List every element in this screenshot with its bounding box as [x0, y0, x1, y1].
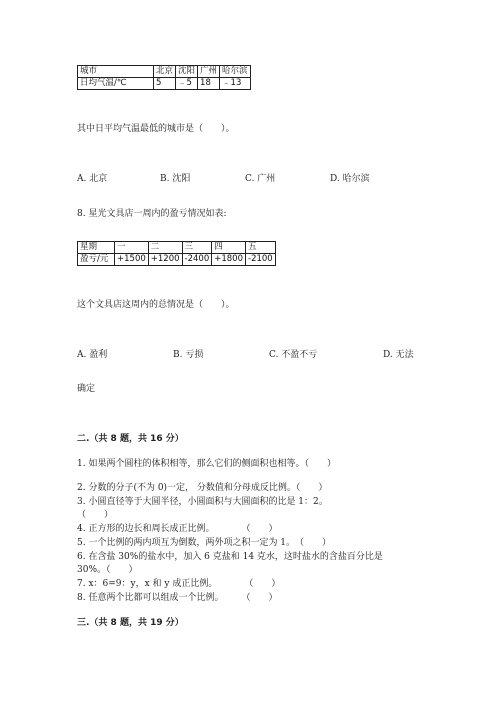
- table-row: [78, 242, 276, 254]
- table-cell: +1200: [148, 254, 182, 266]
- table-cell: 5: [154, 78, 176, 90]
- table-cell: 五: [246, 242, 276, 254]
- table-cell: 城市: [78, 66, 154, 78]
- table-cell: ﹣5: [176, 78, 198, 90]
- q7-option-d[interactable]: D. 哈尔滨: [330, 174, 370, 184]
- table-cell: 一: [115, 242, 149, 254]
- q7-option-c[interactable]: C. 广州: [245, 174, 276, 184]
- table-cell: 盈亏/元: [78, 254, 115, 266]
- q8-option-c[interactable]: C. 不盈不亏: [269, 350, 318, 360]
- table-cell: 二: [148, 242, 182, 254]
- true-false-item: 8. 任意两个比都可以组成一个比例。 （ ）: [77, 593, 278, 603]
- table-row: [78, 78, 251, 90]
- true-false-item: 4. 正方形的边长和周长成正比例。 （ ）: [77, 524, 278, 534]
- q8-option-b[interactable]: B. 亏损: [173, 350, 204, 360]
- question-8-stem: 8. 星光文具店一周内的盈亏情况如表:: [77, 209, 227, 219]
- q8-option-d-continuation: 确定: [77, 384, 96, 394]
- q8-option-a[interactable]: A. 盈利: [77, 350, 108, 360]
- true-false-item: 5. 一个比例的两内项互为倒数，两外项之积一定为 1。 （ ）: [77, 538, 332, 548]
- temperature-table: [77, 65, 251, 90]
- table-cell: -2400: [182, 254, 212, 266]
- table-cell: 四: [212, 242, 246, 254]
- true-false-item: 7. x：6=9：y，x 和 y 成正比例。 （ ）: [77, 579, 281, 589]
- table-cell: -2100: [246, 254, 276, 266]
- profit-table: [77, 241, 276, 266]
- table-cell: 三: [182, 242, 212, 254]
- table-cell: 哈尔滨: [220, 66, 251, 78]
- table-cell: 沈阳: [176, 66, 198, 78]
- section-3-title: 三.（共 8 题，共 19 分）: [77, 618, 184, 628]
- table-cell: 北京: [154, 66, 176, 78]
- table-cell: 日均气温/℃: [78, 78, 154, 90]
- q7-option-a[interactable]: A. 北京: [77, 174, 108, 184]
- question-7-stem: 其中日平均气温最低的城市是（ ）。: [77, 124, 235, 134]
- q7-option-b[interactable]: B. 沈阳: [160, 174, 191, 184]
- true-false-item-answer: （ ）: [77, 510, 114, 520]
- true-false-item: 6. 在含盐 30%的盐水中，加入 6 克盐和 14 克水，这时盐水的含盐百分比是: [77, 552, 383, 562]
- true-false-item-answer: 30%。（ ）: [77, 565, 138, 575]
- section-2-title: 二.（共 8 题，共 16 分）: [77, 434, 184, 444]
- true-false-item: 3. 小圆直径等于大圆半径，小圆面积与大圆面积的比是 1：2。: [77, 497, 328, 507]
- table-cell: ﹣13: [220, 78, 251, 90]
- question-8-prompt: 这个文具店这周内的总情况是（ ）。: [77, 300, 235, 310]
- table-cell: +1500: [115, 254, 149, 266]
- true-false-item: 2. 分数的分子(不为 0)一定， 分数值和分母成反比例。（ ）: [77, 483, 328, 493]
- table-cell: 星期: [78, 242, 115, 254]
- table-cell: +1800: [212, 254, 246, 266]
- true-false-item: 1. 如果两个圆柱的体积相等，那么它们的侧面积也相等。（ ）: [77, 459, 336, 469]
- table-cell: 广州: [198, 66, 220, 78]
- table-row: [78, 66, 251, 78]
- q8-option-d[interactable]: D. 无法: [383, 350, 414, 360]
- table-cell: 18: [198, 78, 220, 90]
- table-row: [78, 254, 276, 266]
